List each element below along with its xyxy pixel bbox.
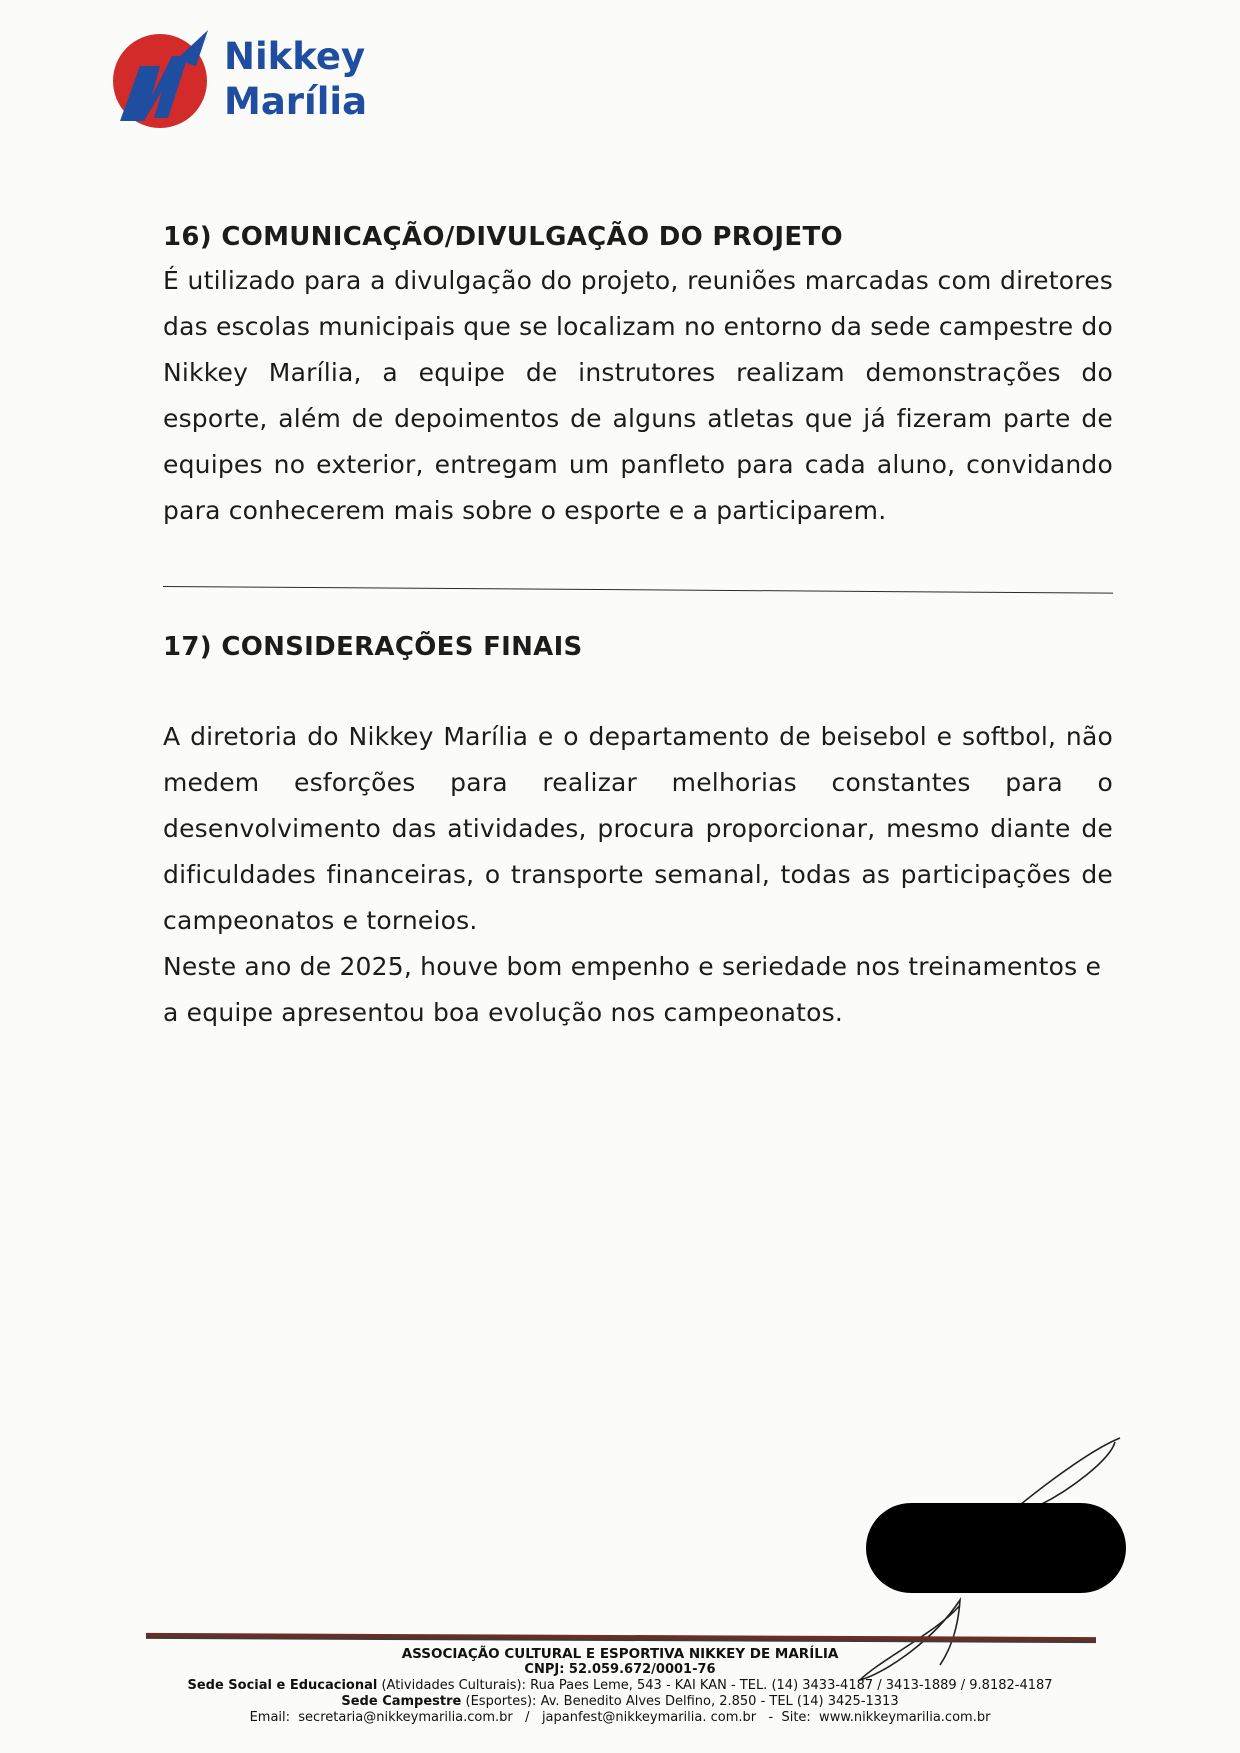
footer-sede-social: [150, 1678, 1090, 1694]
footer-sede-social-label: Sede Social e Educacional: [187, 1678, 378, 1693]
logo-emblem-icon: [110, 26, 220, 136]
footer-organization: ASSOCIAÇÃO CULTURAL E ESPORTIVA NIKKEY DE MARÍLIA: [401, 1646, 839, 1662]
redacted-signature-block: [866, 1503, 1126, 1593]
section-17-body-1: A diretoria do Nikkey Marília e o departamento de beisebol e softbol, não medem esforções para realizar melhorias constantes para o desenvolvimento das atividades, procura proporcionar, mesmo diante de dificuldades financeiras, o transporte semanal, todas as participações de campeonatos e torneios.: [163, 722, 1113, 935]
footer-sede-social-text: (Atividades Culturais): Rua Paes Leme, 543 - KAI KAN - TEL. (14) 3433-4187 / 3413-1889 / 9.8182-4187: [377, 1678, 1053, 1693]
section-16: [163, 222, 1113, 534]
letterhead-footer: [150, 1646, 1090, 1726]
logo-line-1: Nikkey: [224, 35, 366, 78]
logo-line-2: Marília: [224, 80, 368, 123]
footer-sede-campestre: [150, 1694, 1090, 1710]
logo-wordmark: [224, 34, 367, 124]
section-divider: [163, 586, 1113, 594]
nikkey-marilia-logo: [110, 26, 380, 136]
section-16-body: É utilizado para a divulgação do projeto, reuniões marcadas com diretores das escolas municipais que se localizam no entorno da sede campestre do Nikkey Marília, a equipe de instrutores realizam demonstrações do esporte, além de depoimentos de alguns atletas que já fizeram parte de equipes no exterior, entregam um panfleto para cada aluno, convidando para conhecerem mais sobre o esporte e a participarem.: [163, 266, 1113, 525]
footer-sede-campestre-label: Sede Campestre: [341, 1694, 462, 1709]
footer-contact: Email: secretaria@nikkeymarilia.com.br / japanfest@nikkeymarilia. com.br - Site: www.nikkeymarilia.com.br: [249, 1710, 991, 1725]
section-17: [163, 632, 1113, 1036]
section-17-title: 17) CONSIDERAÇÕES FINAIS: [163, 632, 583, 662]
section-16-title: 16) COMUNICAÇÃO/DIVULGAÇÃO DO PROJETO: [163, 222, 843, 252]
section-17-body-2: Neste ano de 2025, houve bom empenho e seriedade nos treinamentos e a equipe apresentou boa evolução nos campeonatos.: [163, 952, 1102, 1027]
footer-sede-campestre-text: (Esportes): Av. Benedito Alves Delfino, 2.850 - TEL (14) 3425-1313: [461, 1694, 899, 1709]
footer-cnpj: CNPJ: 52.059.672/0001-76: [524, 1662, 716, 1677]
